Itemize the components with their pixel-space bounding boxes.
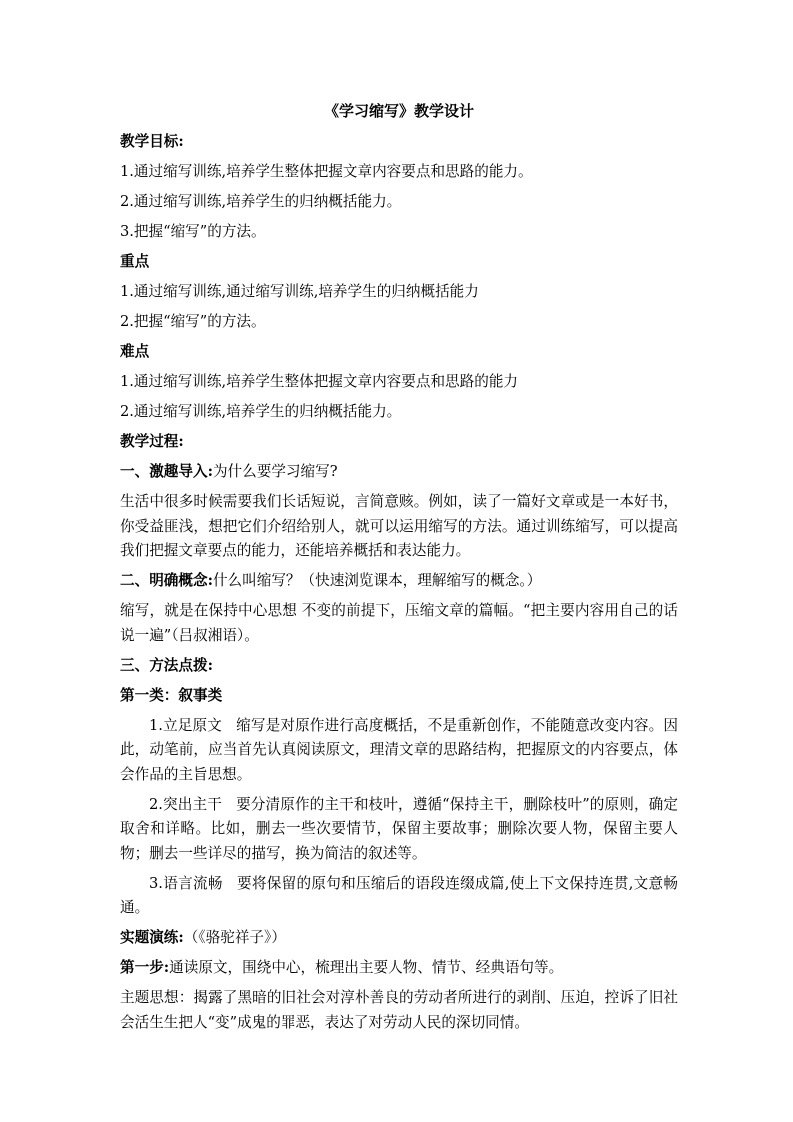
key-point-item-2: 2.把握“缩写”的方法。 [120, 313, 266, 330]
key-point-item-1: 1.通过缩写训练,通过缩写训练,培养学生的归纳概括能力 [120, 283, 479, 300]
section-1-question: 为什么要学习缩写? [212, 463, 338, 480]
difficulty-item-1: 1.通过缩写训练,培养学生整体把握文章内容要点和思路的能力 [120, 373, 519, 390]
goal-item-3: 3.把握“缩写”的方法。 [120, 223, 266, 240]
goals-heading: 教学目标: [120, 133, 184, 150]
section-2-line [120, 569, 678, 594]
difficulties-heading: 难点 [120, 343, 150, 360]
theme-paragraph: 主题思想：揭露了黑暗的旧社会对淳朴善良的劳动者所进行的剥削、压迫，控诉了旧社会活生生把人“变”成鬼的罪恶，表达了对劳动人民的深切同情。 [120, 989, 678, 1031]
method-2-text: 要分清原作的主干和枝叶，遵循“保持主干，删除枝叶”的原则，确定取舍和详略。比如，删去一些次要情节，保留主要故事；删除次要人物，保留主要人物；删去一些详尽的描写，换为简洁的叙述等。 [120, 795, 678, 862]
goal-item-1: 1.通过缩写训练,培养学生整体把握文章内容要点和思路的能力。 [120, 163, 533, 180]
method-2-name: 2.突出主干 [149, 795, 222, 813]
section-1-body: 生活中很多时候需要我们长话短说，言简意赅。例如，读了一篇好文章或是一本好书，你受益匪浅，想把它们介绍给别人，就可以运用缩写的方法。通过训练缩写，可以提高我们把握文章要点的能力，还能培养概括和表达能力。 [120, 493, 678, 559]
method-1 [120, 714, 678, 788]
section-3-label: 三、方法点拨: [120, 656, 213, 674]
document-page [120, 98, 678, 1041]
method-3 [120, 872, 678, 921]
process-heading: 教学过程: [120, 433, 184, 450]
difficulty-item-2: 2.通过缩写训练,培养学生的归纳概括能力。 [120, 403, 402, 420]
section-2-label: 二、明确概念: [120, 572, 213, 589]
method-1-name: 1.立足原文 [149, 716, 222, 734]
section-1-line [120, 460, 678, 485]
section-2-question: 什么叫缩写？（快速浏览课本，理解缩写的概念。） [212, 572, 542, 589]
category-heading: 第一类：叙事类 [120, 686, 223, 704]
key-points-heading: 重点 [120, 253, 150, 270]
section-1-label: 一、激趣导入: [120, 463, 213, 480]
document-title: 《学习缩写》教学设计 [323, 102, 474, 120]
method-1-text: 缩写是对原作进行高度概括，不是重新创作，不能随意改变内容。因此，动笔前，应当首先认真阅读原文，理清文章的思路结构，把握原文的内容要点，体会作品的主旨思想。 [120, 716, 678, 783]
step-1-text: 通读原文，围绕中心，梳理出主要人物、情节、经典语句等。 [169, 959, 564, 976]
practice-label: 实题演练: [120, 929, 184, 946]
method-3-name: 3.语言流畅 [149, 874, 223, 892]
method-3-text: 要将保留的原句和压缩后的语段连缀成篇,使上下文保持连贯,文意畅通。 [120, 874, 678, 916]
practice-line [120, 926, 678, 951]
section-2-body: 缩写，就是在保持中心思想 不变的前提下，压缩文章的篇幅。“把主要内容用自己的话说一遍”（吕叔湘语）。 [120, 602, 678, 644]
step-1-label: 第一步: [120, 959, 170, 976]
step-1-line [120, 956, 678, 981]
method-2 [120, 793, 678, 867]
goal-item-2: 2.通过缩写训练,培养学生的归纳概括能力。 [120, 193, 402, 210]
practice-book: （《骆驼祥子》） [183, 929, 286, 946]
